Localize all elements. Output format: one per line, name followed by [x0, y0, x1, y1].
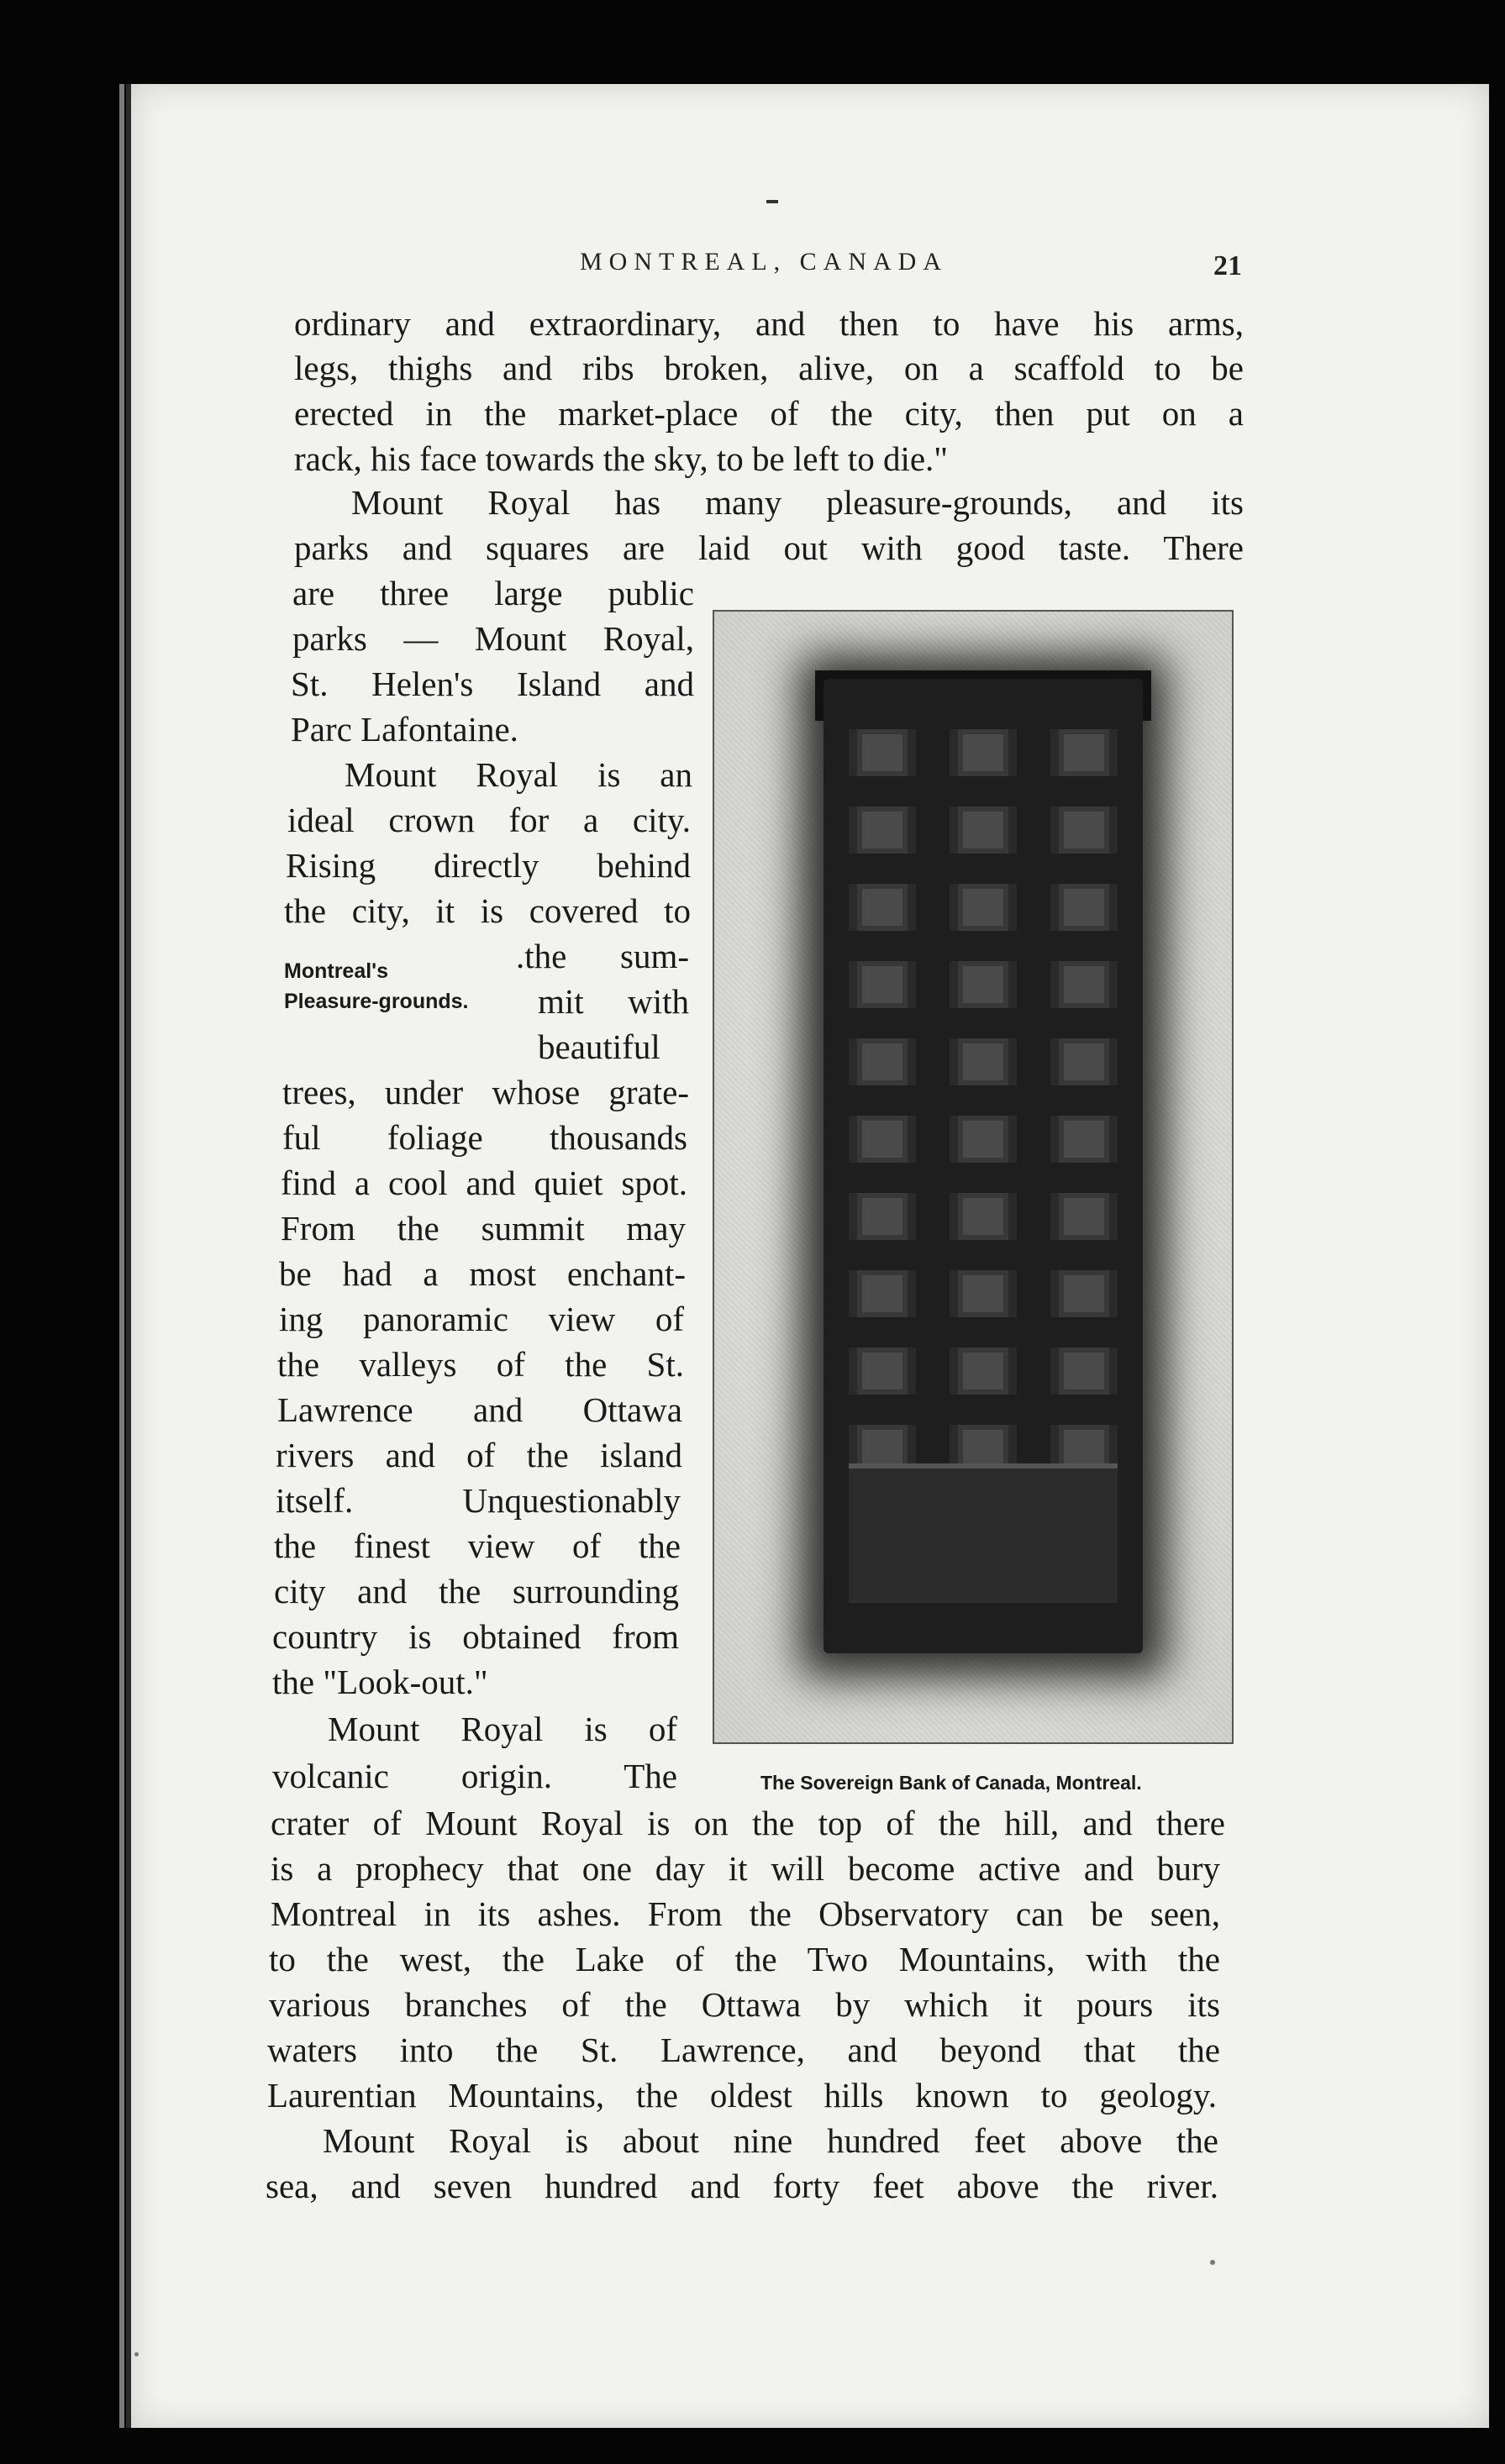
building-windows — [849, 729, 1118, 1472]
text-line: the city, it is covered to — [284, 891, 691, 930]
top-dash — [766, 200, 778, 203]
window — [1050, 1193, 1118, 1240]
window — [950, 1038, 1017, 1085]
window — [849, 1193, 916, 1240]
window — [1050, 806, 1118, 854]
window — [950, 729, 1017, 776]
text-line: the valleys of the St. — [277, 1345, 684, 1384]
text-line: beautiful — [538, 1027, 660, 1066]
figure-caption: The Sovereign Bank of Canada, Montreal. — [760, 1772, 1142, 1794]
window — [950, 1193, 1017, 1240]
window — [950, 1348, 1017, 1395]
margin-note — [284, 956, 511, 1017]
text-line: to the west, the Lake of the Two Mountains, with the — [269, 1940, 1220, 1978]
text-line: erected in the market-place of the city, then put on a — [294, 394, 1244, 433]
text-line: the "Look-out." — [272, 1663, 488, 1701]
window — [1050, 884, 1118, 931]
window — [849, 806, 916, 854]
text-line: ing panoramic view of — [279, 1300, 684, 1338]
text-line: sea, and seven hundred and forty feet above the river. — [266, 2167, 1218, 2205]
margin-note-line: Pleasure-grounds. — [284, 990, 469, 1014]
bank-building — [824, 679, 1143, 1653]
window — [950, 1270, 1017, 1317]
window — [950, 961, 1017, 1008]
text-line: is a prophecy that one day it will become active and bury — [271, 1849, 1220, 1888]
window — [849, 1348, 916, 1395]
running-head: MONTREAL, CANADA — [580, 248, 948, 276]
page-edge — [119, 84, 124, 2428]
margin-note-line: Montreal's — [284, 959, 389, 983]
text-line: Mount Royal is an — [345, 755, 692, 794]
page-number: 21 — [1213, 250, 1242, 281]
text-line: city and the surrounding — [274, 1572, 679, 1610]
text-line: volcanic origin. The — [272, 1757, 677, 1795]
text-line: Montreal in its ashes. From the Observatory can be seen, — [271, 1894, 1220, 1933]
window — [849, 1038, 916, 1085]
window — [1050, 729, 1118, 776]
window — [1050, 1348, 1118, 1395]
text-line: legs, thighs and ribs broken, alive, on a scaffold to be — [294, 349, 1244, 387]
text-line: ordinary and extraordinary, and then to have his arms, — [294, 304, 1244, 343]
window — [849, 1270, 916, 1317]
text-line: itself. Unquestionably — [276, 1481, 681, 1520]
text-line: are three large public — [292, 574, 694, 612]
window — [1050, 1116, 1118, 1163]
text-line: ideal crown for a city. — [287, 801, 691, 839]
window — [849, 884, 916, 931]
building-entrance — [849, 1463, 1118, 1603]
window — [950, 806, 1017, 854]
text-line: Parc Lafontaine. — [291, 710, 518, 749]
text-line: Mount Royal has many pleasure-grounds, and its — [351, 483, 1244, 522]
window — [1050, 1038, 1118, 1085]
window — [1050, 1270, 1118, 1317]
building-photograph — [713, 610, 1234, 1744]
text-line: waters into the St. Lawrence, and beyond that the — [267, 2031, 1220, 2069]
window — [950, 1116, 1017, 1163]
text-line: Lawrence and Ottawa — [277, 1390, 682, 1429]
window — [849, 729, 916, 776]
window — [1050, 961, 1118, 1008]
window — [950, 884, 1017, 931]
window — [849, 961, 916, 1008]
text-line: Mount Royal is of — [328, 1710, 677, 1748]
text-line: Laurentian Mountains, the oldest hills known to geology. — [267, 2076, 1217, 2115]
text-line: Rising directly behind — [286, 846, 691, 885]
text-line: ful foliage thousands — [282, 1118, 687, 1157]
text-line: .the sum- — [516, 937, 689, 975]
window — [849, 1116, 916, 1163]
text-line: be had a most enchant- — [279, 1254, 686, 1293]
text-line: parks and squares are laid out with good taste. There — [294, 528, 1244, 567]
text-line: St. Helen's Island and — [291, 665, 694, 703]
text-line: rack, his face towards the sky, to be left to die." — [294, 439, 949, 478]
text-line: find a cool and quiet spot. — [281, 1164, 687, 1202]
text-line: rivers and of the island — [276, 1436, 682, 1474]
text-line: From the summit may — [281, 1209, 686, 1248]
text-line: country is obtained from — [272, 1617, 679, 1656]
ink-speck — [1210, 2260, 1215, 2265]
text-line: parks — Mount Royal, — [292, 619, 694, 658]
text-line: various branches of the Ottawa by which it pours its — [269, 1985, 1220, 2024]
text-line: Mount Royal is about nine hundred feet above the — [323, 2121, 1218, 2160]
text-line: mit with — [538, 982, 689, 1021]
ink-speck — [134, 2352, 139, 2356]
text-line: trees, under whose grate- — [282, 1073, 689, 1111]
text-line: the finest view of the — [274, 1526, 681, 1565]
text-line: crater of Mount Royal is on the top of the hill, and there — [271, 1804, 1225, 1842]
